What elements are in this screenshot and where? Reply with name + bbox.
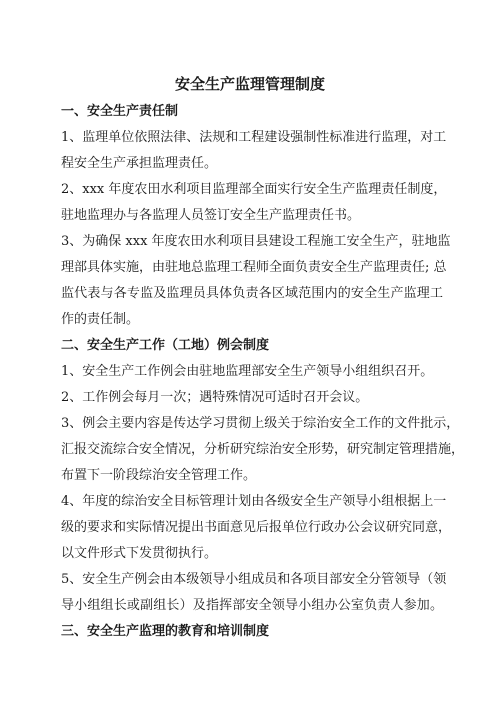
- paragraph-line: 级的要求和实际情况提出书面意见后报单位行政办公会议研究同意，: [61, 520, 452, 535]
- paragraph-line: 1、安全生产工作例会由驻地监理部安全生产领导小组组织召开。: [61, 364, 434, 379]
- paragraph-line: 3、为确保 xxx 年度农田水利项目县建设工程施工安全生产，驻地监: [61, 234, 451, 249]
- paragraph-line: 3、例会主要内容是传达学习贯彻上级关于综治安全工作的文件批示，: [61, 416, 460, 431]
- paragraph-line: 汇报交流综合安全情况，分析研究综治安全形势，研究制定管理措施，: [61, 442, 465, 457]
- paragraph-line: 2、工作例会每月一次；遇特殊情况可适时召开会议。: [61, 390, 369, 405]
- paragraph-line: 监代表与各专监及监理员具体负责各区域范围内的安全生产监理工: [61, 286, 443, 301]
- paragraph-line: 程安全生产承担监理责任。: [61, 156, 218, 171]
- document-title: 安全生产监理管理制度: [174, 75, 325, 93]
- paragraph-line: 布置下一阶段综治安全管理工作。: [61, 468, 257, 483]
- paragraph-line: 导小组组长或副组长）及指挥部安全领导小组办公室负责人参加。: [61, 598, 443, 613]
- paragraph-line: 驻地监理办与各监理人员签订安全生产监理责任书。: [61, 208, 361, 223]
- paragraph-line: 1、监理单位依照法律、法规和工程建设强制性标准进行监理，对工: [61, 130, 447, 145]
- paragraph-line: 5、安全生产例会由本级领导小组成员和各项目部安全分管领导（领: [61, 572, 447, 587]
- paragraph-line: 以文件形式下发贯彻执行。: [61, 546, 218, 561]
- paragraph-line: 4、年度的综治安全目标管理计划由各级安全生产领导小组根据上一: [61, 494, 447, 509]
- document-body: [61, 99, 465, 645]
- section-heading: 三、安全生产监理的教育和培训制度: [61, 624, 270, 639]
- paragraph-line: 2、xxx 年度农田水利项目监理部全面实行安全生产监理责任制度，: [61, 182, 447, 197]
- paragraph-line: 作的责任制。: [61, 312, 140, 327]
- section-heading: 一、安全生产责任制: [61, 104, 179, 119]
- section-heading: 二、安全生产工作（工地）例会制度: [61, 338, 270, 353]
- paragraph-line: 理部具体实施，由驻地总监理工程师全面负责安全生产监理责任; 总: [61, 260, 447, 275]
